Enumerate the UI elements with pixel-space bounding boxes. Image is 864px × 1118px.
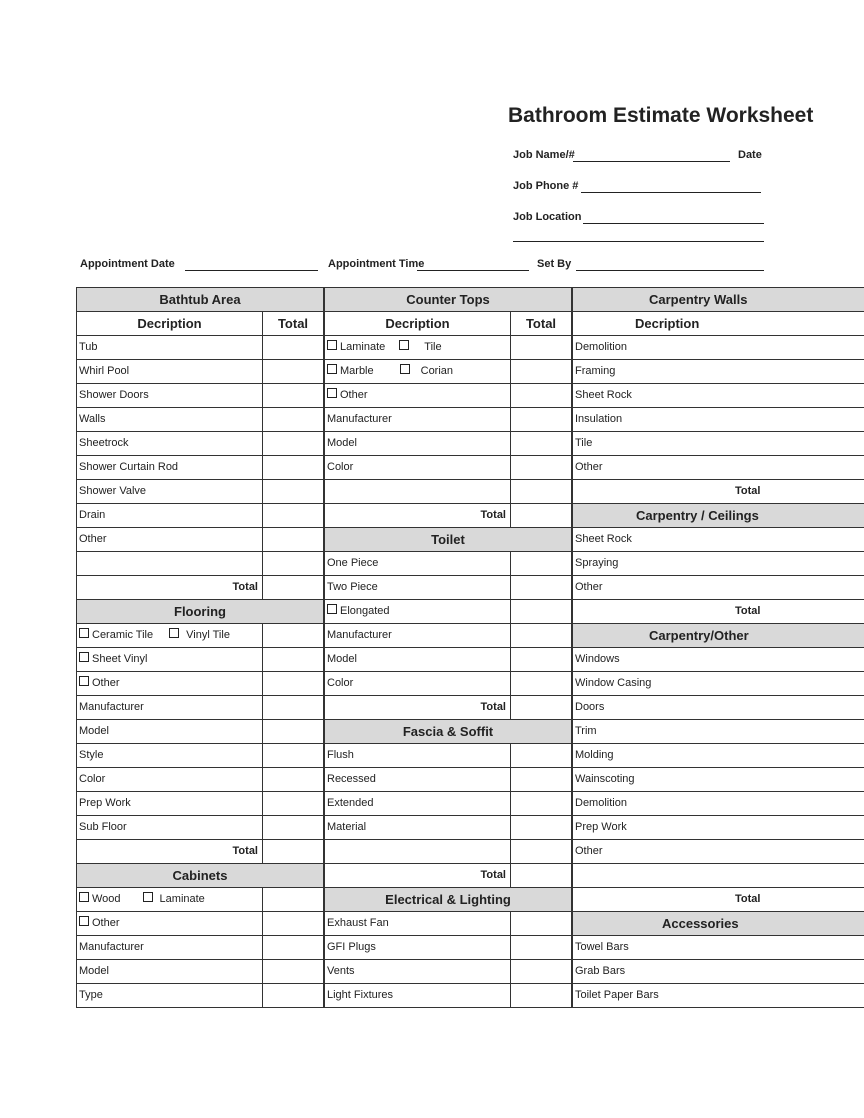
total-cell[interactable] xyxy=(262,936,323,959)
item-type: Type xyxy=(79,989,103,1001)
total-cell[interactable] xyxy=(262,816,323,839)
item-extended: Extended xyxy=(327,797,374,809)
flooring-other-label: Other xyxy=(92,677,120,689)
blank-row xyxy=(325,480,510,503)
description-header: Decription xyxy=(385,316,450,331)
total-cell[interactable] xyxy=(510,840,571,863)
fascia-total-label: Total xyxy=(480,869,506,881)
item-window-casing: Window Casing xyxy=(575,677,652,689)
sheet-vinyl-label: Sheet Vinyl xyxy=(92,653,148,665)
total-cell[interactable] xyxy=(510,792,571,815)
total-cell[interactable] xyxy=(262,984,323,1007)
total-cell[interactable] xyxy=(262,480,323,503)
job-location-field-line2[interactable] xyxy=(513,241,764,242)
item-vents: Vents xyxy=(327,965,355,977)
item-demolition: Demolition xyxy=(575,797,627,809)
item-one-piece: One Piece xyxy=(327,557,379,569)
item-prep-work: Prep Work xyxy=(575,821,627,833)
total-cell[interactable] xyxy=(262,696,323,719)
total-cell[interactable] xyxy=(262,888,323,911)
column-carpentry xyxy=(572,287,864,1008)
item-manufacturer: Manufacturer xyxy=(79,941,144,953)
toilet-title: Toilet xyxy=(325,528,571,551)
total-cell[interactable] xyxy=(510,432,571,455)
total-cell[interactable] xyxy=(262,792,323,815)
corian-label: Corian xyxy=(420,365,454,377)
total-cell[interactable] xyxy=(510,768,571,791)
counter-other-checkbox[interactable] xyxy=(327,388,337,398)
item-trim: Trim xyxy=(575,725,597,737)
total-cell[interactable] xyxy=(510,912,571,935)
item-other: Other xyxy=(575,461,603,473)
cabinets-title: Cabinets xyxy=(77,864,323,887)
item-toilet-paper-bars: Toilet Paper Bars xyxy=(575,989,659,1001)
electrical-lighting-section xyxy=(324,888,572,1008)
total-header: Total xyxy=(262,312,323,335)
item-tub: Tub xyxy=(79,341,98,353)
total-cell[interactable] xyxy=(510,408,571,431)
total-cell[interactable] xyxy=(262,360,323,383)
flooring-title: Flooring xyxy=(77,600,323,623)
job-name-label: Job Name/# xyxy=(513,149,575,161)
vinyl-tile-checkbox[interactable] xyxy=(169,628,179,638)
page-title: Bathroom Estimate Worksheet xyxy=(508,104,814,127)
total-cell[interactable] xyxy=(510,336,571,359)
total-cell[interactable] xyxy=(510,576,571,599)
total-cell[interactable] xyxy=(510,672,571,695)
other-total-label: Total xyxy=(735,893,761,905)
total-cell[interactable] xyxy=(510,984,571,1007)
item-windows: Windows xyxy=(575,653,620,665)
total-cell[interactable] xyxy=(262,456,323,479)
total-cell[interactable] xyxy=(262,624,323,647)
counter-total-cell[interactable] xyxy=(510,504,571,527)
item-sub-floor: Sub Floor xyxy=(79,821,127,833)
total-cell[interactable] xyxy=(262,336,323,359)
elongated-label: Elongated xyxy=(340,605,390,617)
item-drain: Drain xyxy=(79,509,106,521)
item-spraying: Spraying xyxy=(575,557,619,569)
item-shower-doors: Shower Doors xyxy=(79,389,149,401)
item-color: Color xyxy=(327,461,354,473)
total-cell[interactable] xyxy=(510,456,571,479)
bathtub-area-title: Bathtub Area xyxy=(77,288,323,311)
carpentry-walls-section xyxy=(572,287,864,504)
description-header: Decription xyxy=(137,316,202,331)
item-shower-valve: Shower Valve xyxy=(79,485,147,497)
item-other: Other xyxy=(575,845,603,857)
set-by-label: Set By xyxy=(537,258,572,270)
item-wainscoting: Wainscoting xyxy=(575,773,635,785)
bathtub-total-label: Total xyxy=(232,581,258,593)
electrical-lighting-title: Electrical & Lighting xyxy=(325,888,571,911)
accessories-title: Accessories xyxy=(573,912,864,935)
counter-other-row xyxy=(325,384,510,407)
laminate-tile-row xyxy=(325,336,510,359)
cabinets-options-row xyxy=(77,888,262,911)
fascia-soffit-title: Fascia & Soffit xyxy=(325,720,571,743)
item-manufacturer: Manufacturer xyxy=(327,629,392,641)
item-towel-bars: Towel Bars xyxy=(575,941,629,953)
job-name-field[interactable] xyxy=(573,161,730,162)
carpentry-other-section xyxy=(572,624,864,912)
ceramic-tile-label: Ceramic Tile xyxy=(92,629,154,641)
total-cell[interactable] xyxy=(510,360,571,383)
item-model: Model xyxy=(79,725,109,737)
total-cell[interactable] xyxy=(262,720,323,743)
job-phone-label: Job Phone # xyxy=(513,180,579,192)
item-walls: Walls xyxy=(79,413,106,425)
total-cell[interactable] xyxy=(510,648,571,671)
flooring-total-cell[interactable] xyxy=(262,840,323,863)
elongated-checkbox[interactable] xyxy=(327,604,337,614)
cab-laminate-label: Laminate xyxy=(159,893,205,905)
vinyl-tile-label: Vinyl Tile xyxy=(186,629,230,641)
carpentry-walls-title: Carpentry Walls xyxy=(573,288,864,311)
bathtub-total-cell[interactable] xyxy=(262,576,323,599)
item-tile: Tile xyxy=(575,437,593,449)
total-header: Total xyxy=(510,312,571,335)
cabinets-other-label: Other xyxy=(92,917,120,929)
total-cell[interactable] xyxy=(510,816,571,839)
laminate-label: Laminate xyxy=(340,341,386,353)
total-cell[interactable] xyxy=(262,672,323,695)
column-bathtub-flooring-cabinets xyxy=(76,287,324,1008)
total-cell[interactable] xyxy=(510,480,571,503)
job-phone-field[interactable] xyxy=(581,192,761,193)
item-doors: Doors xyxy=(575,701,605,713)
item-framing: Framing xyxy=(575,365,616,377)
appointment-date-field[interactable] xyxy=(185,270,318,271)
blank-row xyxy=(77,552,262,575)
flooring-other-row xyxy=(77,672,262,695)
item-light-fixtures: Light Fixtures xyxy=(327,989,394,1001)
toilet-total-label: Total xyxy=(480,701,506,713)
total-cell[interactable] xyxy=(510,624,571,647)
sheet-vinyl-checkbox[interactable] xyxy=(79,652,89,662)
item-other: Other xyxy=(575,581,603,593)
item-gfi-plugs: GFI Plugs xyxy=(327,941,376,953)
ceramic-tile-checkbox[interactable] xyxy=(79,628,89,638)
appointment-time-field[interactable] xyxy=(417,270,529,271)
marble-corian-row xyxy=(325,360,510,383)
walls-total-label: Total xyxy=(735,485,761,497)
item-other: Other xyxy=(79,533,107,545)
counter-total-label: Total xyxy=(480,509,506,521)
total-cell[interactable] xyxy=(510,384,571,407)
toilet-section xyxy=(324,528,572,720)
item-exhaust-fan: Exhaust Fan xyxy=(327,917,389,929)
item-shower-curtain-rod: Shower Curtain Rod xyxy=(79,461,179,473)
carpentry-ceilings-section xyxy=(572,504,864,624)
item-manufacturer: Manufacturer xyxy=(79,701,144,713)
item-whirl-pool: Whirl Pool xyxy=(79,365,130,377)
total-cell[interactable] xyxy=(262,384,323,407)
item-sheet-rock: Sheet Rock xyxy=(575,533,632,545)
item-grab-bars: Grab Bars xyxy=(575,965,626,977)
accessories-section xyxy=(572,912,864,1008)
toilet-total-cell[interactable] xyxy=(510,696,571,719)
total-cell[interactable] xyxy=(262,528,323,551)
appointment-time-label: Appointment Time xyxy=(328,258,425,270)
item-two-piece: Two Piece xyxy=(327,581,378,593)
total-cell[interactable] xyxy=(262,744,323,767)
total-cell[interactable] xyxy=(510,552,571,575)
marble-label: Marble xyxy=(340,365,374,377)
set-by-field[interactable] xyxy=(576,270,764,271)
item-color: Color xyxy=(327,677,354,689)
counter-other-label: Other xyxy=(340,389,368,401)
flooring-options-row xyxy=(77,624,262,647)
cab-laminate-checkbox[interactable] xyxy=(143,892,153,902)
carpentry-ceilings-title: Carpentry / Ceilings xyxy=(573,504,864,527)
item-prep-work: Prep Work xyxy=(79,797,131,809)
job-location-label: Job Location xyxy=(513,211,582,223)
item-sheetrock: Sheetrock xyxy=(79,437,129,449)
item-molding: Molding xyxy=(575,749,614,761)
blank-row xyxy=(573,864,864,887)
item-sheet-rock: Sheet Rock xyxy=(575,389,632,401)
job-location-field[interactable] xyxy=(583,223,764,224)
marble-checkbox[interactable] xyxy=(327,364,337,374)
tile-checkbox[interactable] xyxy=(399,340,409,350)
cabinets-other-checkbox[interactable] xyxy=(79,916,89,926)
fascia-soffit-section xyxy=(324,720,572,888)
total-cell[interactable] xyxy=(262,648,323,671)
column-counter-toilet-fascia-electrical xyxy=(324,287,572,1008)
total-cell[interactable] xyxy=(262,504,323,527)
item-model: Model xyxy=(79,965,109,977)
total-cell[interactable] xyxy=(262,912,323,935)
item-model: Model xyxy=(327,653,357,665)
cabinets-section xyxy=(76,864,324,1008)
appointment-date-label: Appointment Date xyxy=(80,258,175,270)
total-cell[interactable] xyxy=(510,936,571,959)
laminate-checkbox[interactable] xyxy=(327,340,337,350)
flooring-section xyxy=(76,600,324,864)
wood-label: Wood xyxy=(92,893,121,905)
item-manufacturer: Manufacturer xyxy=(327,413,392,425)
total-cell[interactable] xyxy=(262,768,323,791)
flooring-total-label: Total xyxy=(232,845,258,857)
counter-tops-title: Counter Tops xyxy=(325,288,571,311)
total-cell[interactable] xyxy=(510,600,571,623)
item-model: Model xyxy=(327,437,357,449)
total-cell[interactable] xyxy=(262,552,323,575)
flooring-other-checkbox[interactable] xyxy=(79,676,89,686)
blank-row xyxy=(325,840,510,863)
total-cell[interactable] xyxy=(510,960,571,983)
wood-checkbox[interactable] xyxy=(79,892,89,902)
bathtub-area-section xyxy=(76,287,324,600)
cabinets-other-row xyxy=(77,912,262,935)
item-color: Color xyxy=(79,773,106,785)
total-cell[interactable] xyxy=(262,432,323,455)
corian-checkbox[interactable] xyxy=(400,364,410,374)
sheet-vinyl-row xyxy=(77,648,262,671)
total-cell[interactable] xyxy=(262,960,323,983)
total-cell[interactable] xyxy=(262,408,323,431)
description-header: Decription xyxy=(635,316,700,331)
item-style: Style xyxy=(79,749,104,761)
ceilings-total-label: Total xyxy=(735,605,761,617)
item-recessed: Recessed xyxy=(327,773,376,785)
carpentry-other-title: Carpentry/Other xyxy=(573,624,864,647)
tile-label: Tile xyxy=(424,341,442,353)
item-flush: Flush xyxy=(327,749,354,761)
item-material: Material xyxy=(327,821,367,833)
date-label: Date xyxy=(738,149,762,161)
counter-tops-section xyxy=(324,287,572,528)
fascia-total-cell[interactable] xyxy=(510,864,571,887)
item-demolition: Demolition xyxy=(575,341,627,353)
item-insulation: Insulation xyxy=(575,413,623,425)
total-cell[interactable] xyxy=(510,744,571,767)
elongated-row xyxy=(325,600,510,623)
